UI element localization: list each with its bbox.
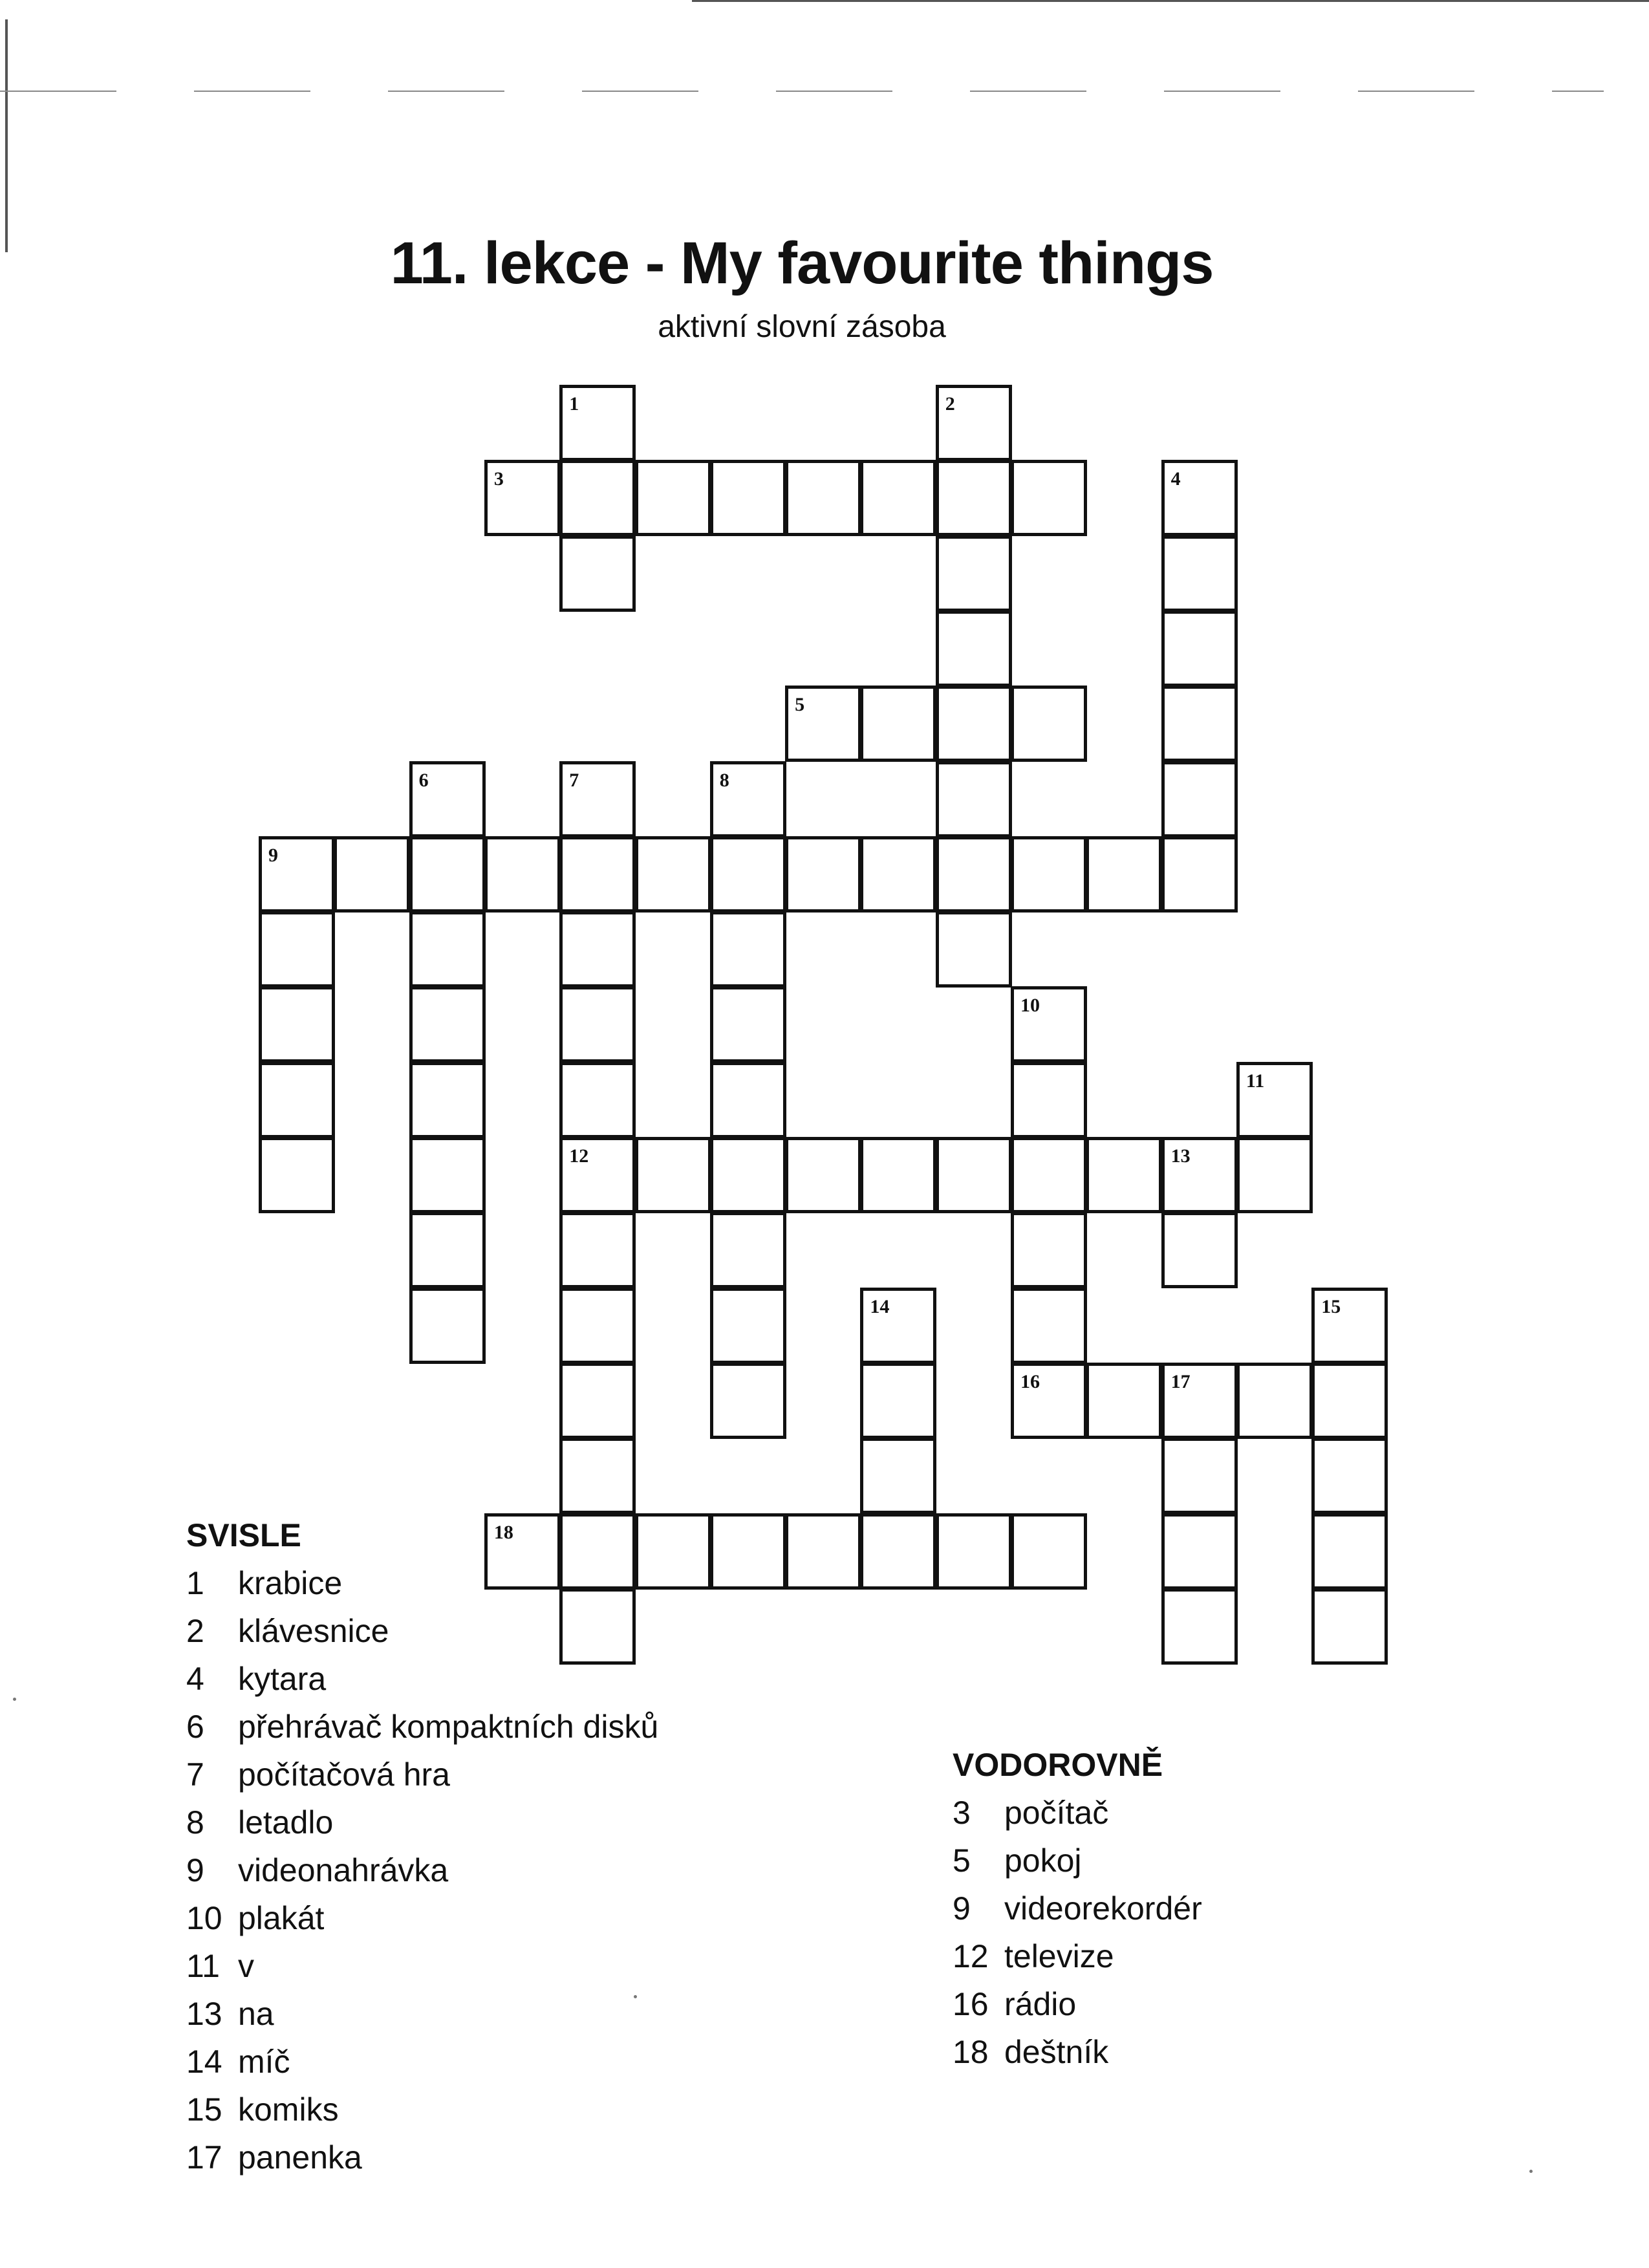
clue-number: 4 [186,1661,204,1697]
crossword-cell[interactable] [860,1438,936,1514]
crossword-cell[interactable] [1236,1137,1313,1213]
crossword-cell[interactable] [860,1363,936,1439]
crossword-cell[interactable] [559,1438,636,1514]
clues-across-list [953,1789,1202,2076]
clue-text: televize [1004,1938,1114,1974]
clue-text: klávesnice [238,1613,389,1649]
crossword-cell[interactable] [710,986,786,1063]
clue-number: 15 [186,2091,222,2128]
clue-number: 12 [953,1938,989,1974]
clue-number: 10 [186,1900,222,1936]
crossword-cell[interactable] [559,836,636,913]
crossword-cell[interactable] [1011,986,1087,1063]
clue-number: 12 [569,1145,589,1167]
crossword-cell[interactable] [409,1062,486,1138]
clue-text: videorekordér [1004,1890,1202,1927]
clue-text: komiks [238,2091,339,2128]
clue-item [186,1846,658,1894]
crossword-cell[interactable] [1311,1513,1388,1590]
crossword-cell[interactable] [484,836,561,913]
clue-text: počítačová hra [238,1756,450,1793]
clue-number: 1 [186,1565,204,1601]
clue-item [186,1655,658,1703]
crossword-cell[interactable] [1011,1137,1087,1213]
clue-number: 16 [953,1986,989,2022]
crossword-cell[interactable] [1161,1588,1238,1665]
clue-number: 17 [186,2139,222,2176]
clues-across [953,1741,1202,2076]
crossword-cell[interactable] [259,1062,335,1138]
crossword-cell[interactable] [1161,535,1238,612]
crossword-cell[interactable] [936,460,1012,536]
crossword-cell[interactable] [1011,460,1087,536]
clue-number: 10 [1020,995,1040,1017]
clue-text: v [238,1948,254,1984]
crossword-cell[interactable] [559,1363,636,1439]
crossword-cell[interactable] [1011,1363,1087,1439]
clue-item [953,1932,1202,1980]
clue-text: rádio [1004,1986,1077,2022]
clue-text: videonahrávka [238,1852,449,1888]
crossword-cell[interactable] [1086,1137,1162,1213]
crossword-cell[interactable] [409,986,486,1063]
crossword-cell[interactable] [1311,1588,1388,1665]
crossword-cell[interactable] [785,1513,861,1590]
crossword-cell[interactable] [785,686,861,762]
clue-item [186,1798,658,1846]
crossword-cell[interactable] [1311,1288,1388,1364]
crossword-cell[interactable] [635,1137,711,1213]
clue-item [186,1703,658,1751]
clue-number: 3 [953,1795,971,1831]
crossword-cell[interactable] [710,1212,786,1288]
clue-number: 18 [953,2034,989,2070]
clue-item [186,1894,658,1942]
clue-number: 15 [1321,1295,1341,1317]
clue-item [186,1559,658,1607]
clues-down [186,1511,658,2181]
clue-number: 13 [1170,1145,1191,1167]
crossword-cell[interactable] [936,836,1012,913]
crossword-cell[interactable] [710,836,786,913]
clue-text: počítač [1004,1795,1109,1831]
clue-number: 6 [186,1709,204,1745]
clue-number: 17 [1170,1370,1191,1392]
crossword-cell[interactable] [635,460,711,536]
clue-text: panenka [238,2139,362,2176]
crossword-cell[interactable] [936,610,1012,687]
crossword-cell[interactable] [710,761,786,837]
crossword-cell[interactable] [409,1212,486,1288]
clue-number: 14 [186,2044,222,2080]
crossword-cell[interactable] [409,911,486,988]
clue-number: 11 [1245,1070,1265,1092]
crossword-cell[interactable] [559,1062,636,1138]
crossword-cell[interactable] [409,836,486,913]
crossword-cell[interactable] [559,385,636,461]
crossword-cell[interactable] [1161,1363,1238,1439]
clue-item [186,1942,658,1990]
clue-number: 9 [186,1852,204,1888]
clue-item [186,1607,658,1655]
crossword-cell[interactable] [860,1513,936,1590]
crossword-cell[interactable] [860,1137,936,1213]
clue-item [186,1990,658,2038]
clue-item [953,1789,1202,1837]
crossword-cell[interactable] [1011,836,1087,913]
crossword-cell[interactable] [710,460,786,536]
crossword-cell[interactable] [1011,1288,1087,1364]
clue-number: 7 [186,1756,204,1793]
crossword-cell[interactable] [1161,1438,1238,1514]
crossword-cell[interactable] [1161,1212,1238,1288]
page-subtitle: aktivní slovní zásoba [658,310,946,344]
page-title: 11. lekce - My favourite things [390,230,1214,296]
crossword-cell[interactable] [710,1513,786,1590]
crossword-cell[interactable] [860,836,936,913]
crossword-cell[interactable] [1011,1212,1087,1288]
clue-number: 7 [569,769,579,791]
clue-number: 16 [1020,1370,1040,1392]
crossword-cell[interactable] [860,1288,936,1364]
clue-number: 18 [493,1521,513,1543]
clue-text: na [238,1996,274,2032]
clue-number: 13 [186,1996,222,2032]
crossword-cell[interactable] [259,986,335,1063]
crossword-cell[interactable] [1011,1513,1087,1590]
clue-number: 6 [418,769,429,791]
crossword-cell[interactable] [484,460,561,536]
clue-text: plakát [238,1900,325,1936]
clue-number: 8 [186,1804,204,1841]
clue-item [186,2038,658,2086]
crossword-cell[interactable] [785,460,861,536]
crossword-cell[interactable] [710,1137,786,1213]
crossword-cell[interactable] [1161,1137,1238,1213]
crossword-cell[interactable] [860,460,936,536]
crossword-cell[interactable] [1161,836,1238,913]
crossword-cell[interactable] [1086,1363,1162,1439]
clue-number: 3 [493,468,504,490]
crossword-cell[interactable] [1161,610,1238,687]
crossword-cell[interactable] [1311,1363,1388,1439]
clues-across-heading: VODOROVNĚ [953,1747,1163,1783]
crossword-cell[interactable] [936,1513,1012,1590]
crossword-cell[interactable] [1311,1438,1388,1514]
clue-number: 9 [953,1890,971,1927]
crossword-cell[interactable] [559,986,636,1063]
crossword-cell[interactable] [936,761,1012,837]
crossword-cell[interactable] [936,535,1012,612]
crossword-cell[interactable] [1011,686,1087,762]
clue-item [953,1980,1202,2028]
clues-down-list [186,1559,658,2181]
crossword-cell[interactable] [710,1288,786,1364]
crossword-cell[interactable] [936,385,1012,461]
crossword-cell[interactable] [1161,686,1238,762]
crossword-cell[interactable] [259,836,335,913]
clue-item [953,1837,1202,1885]
clue-text: pokoj [1004,1842,1082,1879]
clue-text: deštník [1004,2034,1109,2070]
clue-number: 2 [945,393,955,415]
clue-number: 8 [719,769,729,791]
clue-number: 9 [268,844,278,866]
clue-number: 1 [569,393,579,415]
crossword-cell[interactable] [409,1137,486,1213]
clue-text: míč [238,2044,290,2080]
crossword-cell[interactable] [559,761,636,837]
clue-number: 14 [870,1295,890,1317]
clue-text: přehrávač kompaktních disků [238,1709,659,1745]
crossword-cell[interactable] [635,836,711,913]
crossword-cell[interactable] [936,686,1012,762]
crossword-cell[interactable] [710,1062,786,1138]
crossword-cell[interactable] [936,911,1012,988]
clue-number: 4 [1170,468,1181,490]
crossword-cell[interactable] [1161,1513,1238,1590]
crossword-cell[interactable] [1161,460,1238,536]
crossword-cell[interactable] [259,911,335,988]
crossword-cell[interactable] [1236,1062,1313,1138]
crossword-cell[interactable] [409,1288,486,1364]
crossword-cell[interactable] [409,761,486,837]
crossword-cell[interactable] [559,1212,636,1288]
clue-number: 2 [186,1613,204,1649]
crossword-cell[interactable] [1236,1363,1313,1439]
crossword-cell[interactable] [259,1137,335,1213]
clue-item [186,1751,658,1798]
clue-text: krabice [238,1565,343,1601]
scan-speck [13,1698,16,1701]
clue-item [953,2028,1202,2076]
clue-item [186,2133,658,2181]
clues-down-heading: SVISLE [186,1517,301,1553]
clue-text: kytara [238,1661,327,1697]
clue-number: 5 [795,694,805,716]
crossword-cell[interactable] [936,1137,1012,1213]
crossword-cell[interactable] [559,1137,636,1213]
scan-speck [634,1995,637,1998]
crossword-cell[interactable] [559,911,636,988]
crossword-cell[interactable] [710,1363,786,1439]
crossword-cell[interactable] [559,535,636,612]
crossword-cell[interactable] [710,911,786,988]
crossword-cell[interactable] [860,686,936,762]
crossword-cell[interactable] [1086,836,1162,913]
clue-number: 5 [953,1842,971,1879]
crossword-cell[interactable] [559,1288,636,1364]
crossword-cell[interactable] [1161,761,1238,837]
crossword-cell[interactable] [785,1137,861,1213]
clue-text: letadlo [238,1804,334,1841]
crossword-cell[interactable] [1011,1062,1087,1138]
crossword-cell[interactable] [785,836,861,913]
crossword-cell[interactable] [559,460,636,536]
crossword-cell[interactable] [334,836,410,913]
clue-number: 11 [186,1948,220,1984]
clue-item [953,1885,1202,1932]
scan-speck [1529,2170,1533,2173]
clue-item [186,2086,658,2133]
